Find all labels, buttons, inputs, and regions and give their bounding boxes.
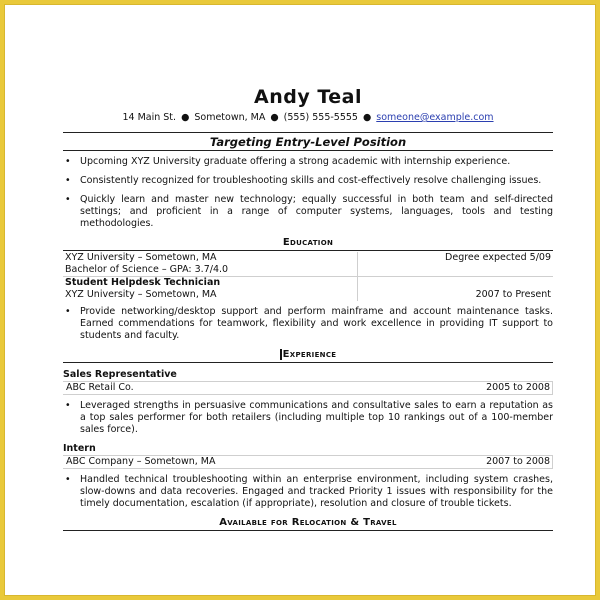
header-rule [63, 132, 553, 133]
degree-line: Bachelor of Science – GPA: 3.7/4.0 [65, 264, 229, 275]
target-heading: Targeting Entry-Level Position [63, 135, 553, 151]
education-left [63, 277, 357, 302]
job-dates: 2005 to 2008 [486, 382, 550, 393]
contact-line [63, 112, 553, 124]
education-bullets [63, 306, 553, 342]
experience-heading-text: Experience [282, 349, 337, 360]
list-item: • Handled technical troubleshooting within an enterprise environment, including system crashes, slow-downs and data recoveries. Engaged and tracked Priority 1 issues with responsibility for the timely documentation, escalation (if appropriate), resolution and closure of trouble tickets. [63, 474, 553, 510]
document-frame [4, 4, 596, 596]
job-dates: 2007 to 2008 [486, 456, 550, 467]
table-row [63, 277, 553, 302]
table-row [63, 252, 553, 277]
role-line: Student Helpdesk Technician [65, 277, 221, 288]
education-table [63, 252, 553, 301]
job-title: Intern [63, 443, 96, 454]
job-title: Sales Representative [63, 369, 177, 380]
text-cursor [280, 349, 282, 360]
relocation-heading: Available for Relocation & Travel [63, 517, 553, 531]
email-link[interactable]: someone@example.com [376, 112, 494, 123]
role-date-text: 2007 to Present [475, 289, 551, 300]
city: Sometown, MA [194, 112, 266, 123]
job-bullets [63, 400, 553, 436]
job-bullets [63, 474, 553, 510]
list-item: • Quickly learn and master new technology; equally successful in both team and self-directed settings; and proficient in a range of computer systems, languages, tools and testing methodologies. [63, 194, 553, 230]
summary-list [63, 156, 553, 230]
list-item: • Provide networking/desktop support and perform mainframe and account maintenance tasks. Earned commendations for teamwork, flexibility and work excellence in providing IT support to students and faculty. [63, 306, 553, 342]
phone: (555) 555-5555 [283, 112, 358, 123]
job-company: ABC Retail Co. [66, 382, 134, 393]
job-company-line [63, 455, 553, 469]
separator-dot: ● [362, 112, 372, 123]
list-item: • Upcoming XYZ University graduate offering a strong academic with internship experience. [63, 156, 553, 168]
job-company: ABC Company – Sometown, MA [66, 456, 216, 467]
job-company-line [63, 381, 553, 395]
education-heading: Education [63, 237, 553, 251]
school-line: XYZ University – Sometown, MA [65, 289, 217, 300]
separator-dot: ● [270, 112, 279, 123]
role-date [357, 277, 553, 302]
experience-heading [63, 349, 553, 363]
candidate-name: Andy Teal [254, 86, 362, 108]
education-left [63, 252, 357, 277]
degree-date: Degree expected 5/09 [357, 252, 553, 277]
school-line: XYZ University – Sometown, MA [65, 252, 217, 263]
separator-dot: ● [181, 112, 190, 123]
list-item: • Leveraged strengths in persuasive communications and consultative sales to earn a reputation as a top sales performer for both retailers (including multiple top 10 rankings out of a 100-member sales force). [63, 400, 553, 436]
address: 14 Main St. [122, 112, 177, 123]
list-item: • Consistently recognized for troubleshooting skills and cost-effectively resolve challenging issues. [63, 175, 553, 187]
resume-page [63, 85, 553, 531]
